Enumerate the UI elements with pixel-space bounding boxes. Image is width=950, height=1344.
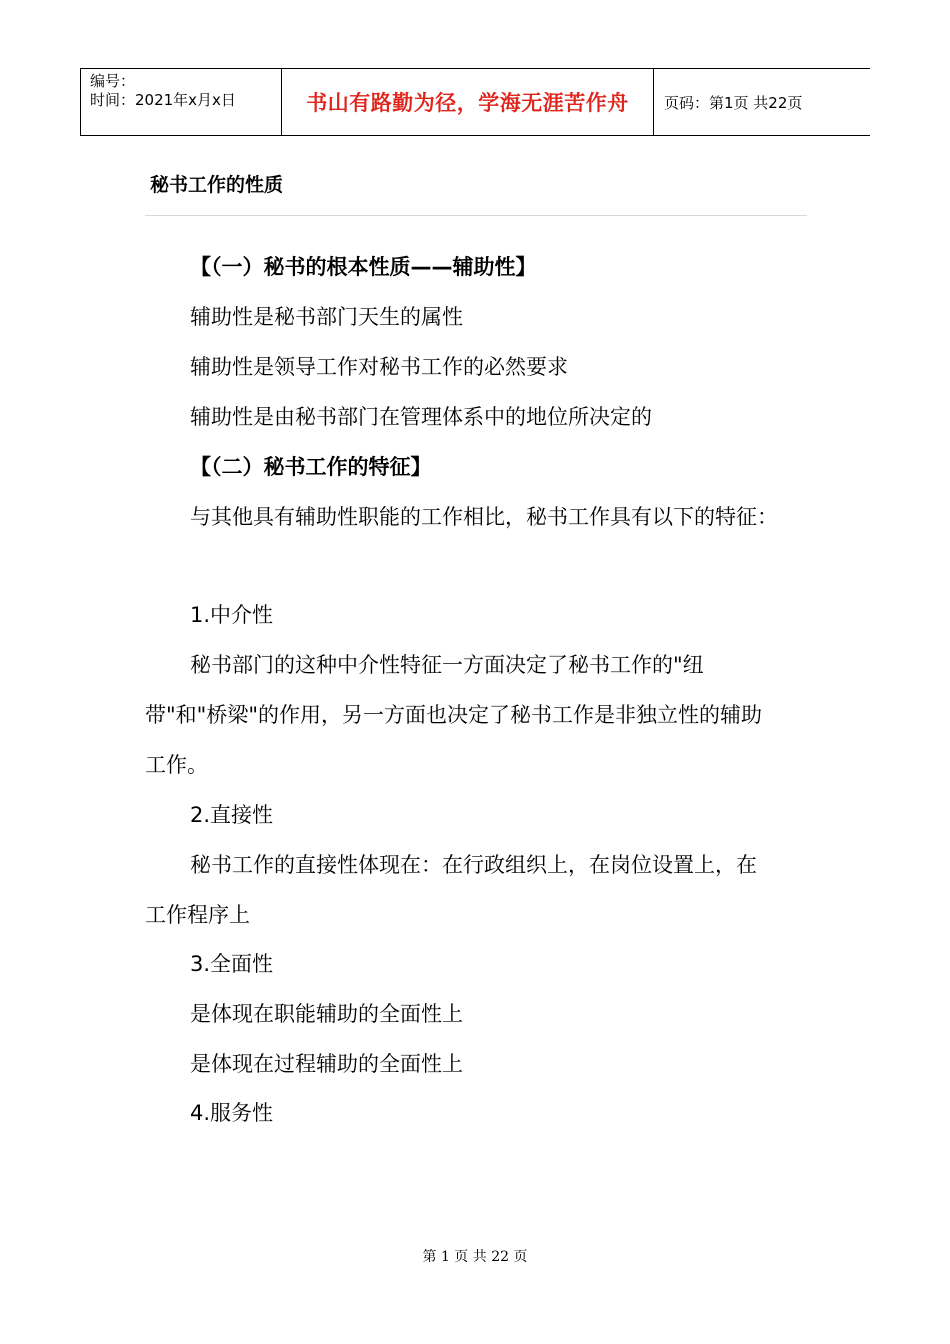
- item1-title: 1.中介性: [190, 603, 274, 627]
- item1-text-line-2: 带"和"桥梁"的作用，另一方面也决定了秘书工作是非独立性的辅助: [145, 703, 762, 727]
- section2-intro: 与其他具有辅助性职能的工作相比，秘书工作具有以下的特征：: [190, 505, 778, 529]
- item2-text-line-2: 工作程序上: [145, 903, 250, 927]
- item3-text-line-2: 是体现在过程辅助的全面性上: [190, 1052, 463, 1076]
- item3-text-line-1: 是体现在职能辅助的全面性上: [190, 1002, 463, 1026]
- page-footer: 第 1 页 共 22 页: [422, 1249, 528, 1265]
- item2-title: 2.直接性: [190, 803, 274, 827]
- date-label: 时间：2021年x月x日: [90, 91, 236, 109]
- document-title: 秘书工作的性质: [150, 174, 284, 196]
- page-info: 页码：第1页 共22页: [664, 93, 803, 112]
- motto-text: 书山有路勤为径，学海无涯苦作舟: [306, 91, 629, 115]
- header-meta-cell: [80, 69, 282, 135]
- title-divider: [145, 215, 807, 216]
- item2-text-line-1: 秘书工作的直接性体现在：在行政组织上，在岗位设置上，在: [190, 853, 757, 877]
- header-page-cell: [654, 69, 870, 135]
- document-header-table: [80, 68, 870, 136]
- section1-heading: 【（一）秘书的根本性质——辅助性】: [190, 255, 537, 279]
- section1-paragraph-2: 辅助性是领导工作对秘书工作的必然要求: [190, 355, 568, 379]
- section1-paragraph-3: 辅助性是由秘书部门在管理体系中的地位所决定的: [190, 405, 652, 429]
- item1-text-line-1: 秘书部门的这种中介性特征一方面决定了秘书工作的"纽: [190, 653, 704, 677]
- item3-title: 3.全面性: [190, 952, 274, 976]
- item1-text-line-3: 工作。: [145, 753, 208, 777]
- item4-title: 4.服务性: [190, 1101, 274, 1125]
- header-motto-cell: [282, 69, 654, 135]
- section1-paragraph-1: 辅助性是秘书部门天生的属性: [190, 305, 463, 329]
- number-label: 编号：: [90, 72, 136, 90]
- section2-heading: 【（二）秘书工作的特征】: [190, 455, 432, 479]
